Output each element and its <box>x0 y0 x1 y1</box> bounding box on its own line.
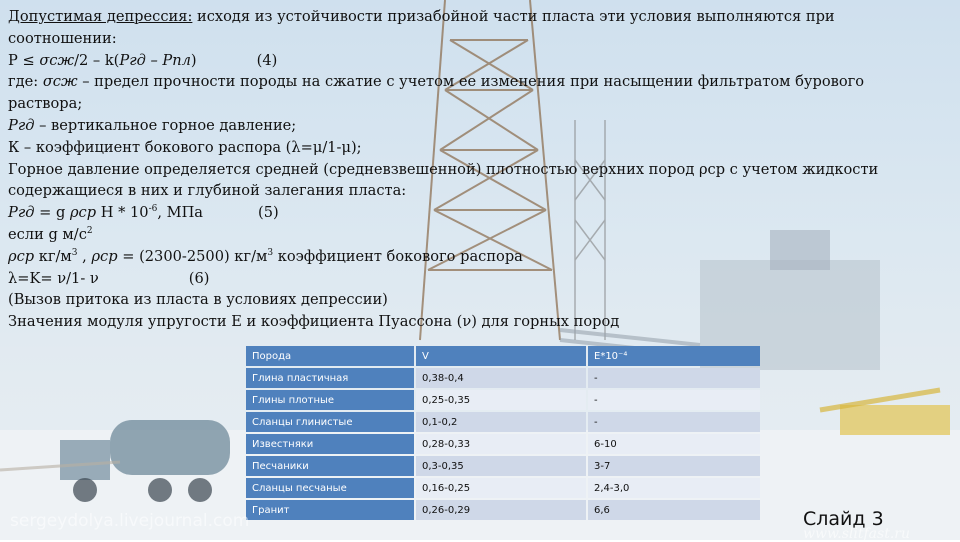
superscript: 3 <box>267 247 274 258</box>
text-line-2: соотношении: <box>8 29 117 47</box>
text-fragment: где: <box>8 73 43 91</box>
rock-name-cell: Глины плотные <box>246 390 414 410</box>
modulus-cell: 6,6 <box>588 500 760 520</box>
text-line-12 <box>8 246 953 268</box>
superscript: 2 <box>86 226 93 237</box>
text-fragment: коэффициент бокового распора <box>273 247 523 265</box>
formula-number: (5) <box>258 204 279 222</box>
table-row <box>246 456 760 476</box>
formula-number: (4) <box>256 51 278 69</box>
header-cell-modulus: E*10⁻⁴ <box>588 346 760 366</box>
formula-part: , МПа <box>157 204 204 222</box>
formula-5 <box>8 202 953 224</box>
formula-part: H * 10 <box>96 204 149 222</box>
poisson-cell: 0,38-0,4 <box>416 368 586 388</box>
section-label: Допустимая депрессия: <box>8 8 193 25</box>
text-fragment: кг/м <box>34 247 72 265</box>
formula-part: λ=K= ν/1- ν <box>8 269 99 287</box>
rock-name-cell: Сланцы глинистые <box>246 412 414 432</box>
slide-text <box>8 6 953 333</box>
text-fragment: – вертикальное горное давление; <box>34 116 297 134</box>
text-line-7: К – коэффициент бокового распора (λ=μ/1-μ); <box>8 138 362 156</box>
text-line-15: Значения модуля упругости Е и коэффициента Пуассона (ν) для горных пород <box>8 313 620 331</box>
text-line-8: Горное давление определяется средней (средневзвешенной) плотностью верхних пород ρср с учетом жидкости <box>8 160 879 178</box>
symbol: Ргд <box>8 116 35 134</box>
modulus-cell: 3-7 <box>588 456 760 476</box>
formula-part: ) <box>190 51 197 69</box>
modulus-cell: - <box>588 412 760 432</box>
poisson-cell: 0,16-0,25 <box>416 478 586 498</box>
rock-name-cell: Песчаники <box>246 456 414 476</box>
header-cell-poisson: V <box>416 346 586 366</box>
formula-part: /2 – k( <box>74 51 120 69</box>
formula-part: σсж <box>39 51 75 69</box>
table-row <box>246 434 760 454</box>
text-fragment: если g м/с <box>8 225 87 243</box>
watermark-right: www.slitfast.ru <box>803 526 911 542</box>
text-line-5: раствора; <box>8 95 83 113</box>
table-header-row <box>246 346 760 366</box>
text-line-11 <box>8 224 953 246</box>
text-fragment: , <box>77 247 92 265</box>
formula-4 <box>8 50 953 72</box>
text-line-1 <box>8 6 953 28</box>
text-fragment: – предел прочности породы на сжатие с учетом ее изменения при насыщении фильтратом бурового <box>77 73 865 91</box>
symbol: ρср <box>8 247 35 265</box>
poisson-cell: 0,25-0,35 <box>416 390 586 410</box>
symbol: σсж <box>42 73 78 91</box>
rock-name-cell: Сланцы песчаные <box>246 478 414 498</box>
formula-number: (6) <box>188 269 210 287</box>
header-cell-rock: Порода <box>246 346 414 366</box>
slide-number-label: Слайд 3 <box>803 508 884 530</box>
formula-part: P ≤ <box>8 51 40 69</box>
text-line-14: (Вызов притока из пласта в условиях депрессии) <box>8 291 388 309</box>
poisson-cell: 0,26-0,29 <box>416 500 586 520</box>
modulus-cell: 2,4-3,0 <box>588 478 760 498</box>
text-fragment: исходя из устойчивости призабойной части пласта эти условия выполняются при <box>192 8 835 25</box>
modulus-cell: 6-10 <box>588 434 760 454</box>
superscript: 3 <box>71 247 78 258</box>
table-row <box>246 412 760 432</box>
symbol: ρср <box>91 247 118 265</box>
symbol: ρср <box>69 204 97 222</box>
table-row <box>246 390 760 410</box>
rock-properties-table <box>244 344 762 522</box>
table-row <box>246 478 760 498</box>
modulus-cell: - <box>588 368 760 388</box>
table-row <box>246 368 760 388</box>
superscript: -6 <box>148 204 158 215</box>
text-line-9: содержащиеся в них и глубиной залегания пласта: <box>8 182 407 200</box>
rock-name-cell: Глина пластичная <box>246 368 414 388</box>
poisson-cell: 0,28-0,33 <box>416 434 586 454</box>
formula-6 <box>8 268 953 290</box>
rock-name-cell: Известняки <box>246 434 414 454</box>
text-line-4 <box>8 71 953 93</box>
table-row <box>246 500 760 520</box>
poisson-cell: 0,3-0,35 <box>416 456 586 476</box>
rock-name-cell: Гранит <box>246 500 414 520</box>
text-line-6 <box>8 115 953 137</box>
formula-part: = g <box>34 204 70 222</box>
symbol: Ргд <box>8 204 35 222</box>
poisson-cell: 0,1-0,2 <box>416 412 586 432</box>
watermark-left: sergeydolya.livejournal.com <box>10 511 250 531</box>
text-fragment: = (2300-2500) кг/м <box>117 247 268 265</box>
formula-part: Ргд – Рпл <box>119 51 191 69</box>
modulus-cell: - <box>588 390 760 410</box>
